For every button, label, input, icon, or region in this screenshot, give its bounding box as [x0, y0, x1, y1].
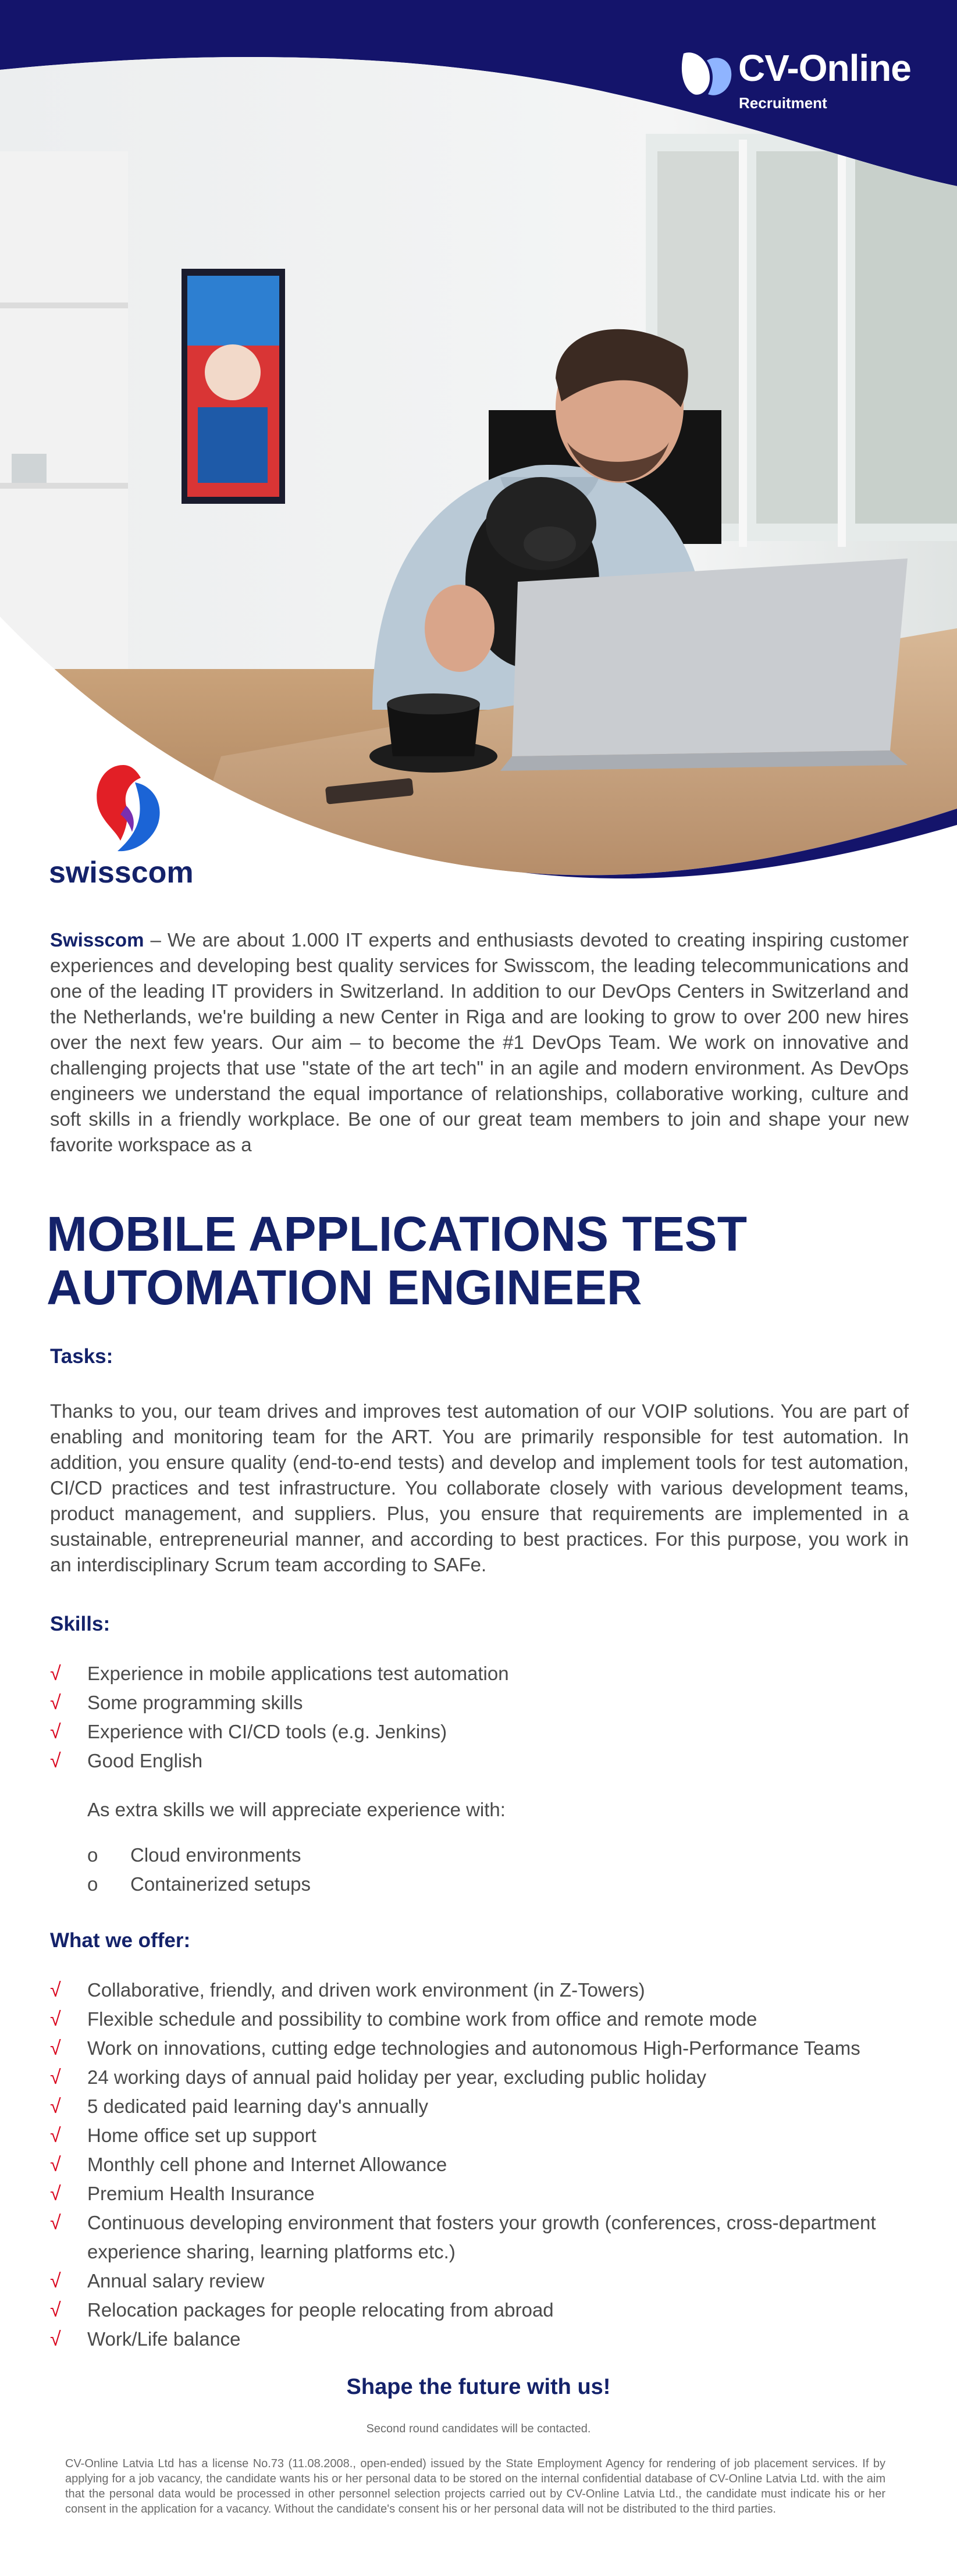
offer-heading: What we offer: — [50, 1929, 191, 1952]
list-item — [50, 2325, 923, 2354]
checkmark-icon: √ — [50, 2212, 61, 2234]
list-item — [50, 2034, 923, 2063]
checkmark-icon: √ — [50, 1663, 61, 1685]
intro-company-name: Swisscom — [50, 929, 144, 951]
extra-skills-list — [87, 1841, 311, 1899]
skills-heading: Skills: — [50, 1613, 111, 1635]
checkmark-icon: √ — [50, 2066, 61, 2088]
list-item — [50, 2121, 923, 2150]
bullet-icon: o — [87, 1844, 98, 1866]
list-item-text: Flexible schedule and possibility to combine work from office and remote mode — [87, 2008, 757, 2030]
list-item-text: Some programming skills — [87, 1692, 303, 1713]
checkmark-icon: √ — [50, 1692, 61, 1714]
list-item — [50, 2005, 923, 2034]
checkmark-icon: √ — [50, 2095, 61, 2118]
list-item-text: Containerized setups — [130, 1873, 311, 1895]
brand-name: CV-Online — [738, 47, 911, 89]
swisscom-mark-icon — [71, 759, 187, 858]
checkmark-icon: √ — [50, 1721, 61, 1743]
list-item — [50, 2092, 923, 2121]
checkmark-icon: √ — [50, 2299, 61, 2321]
list-item — [87, 1841, 311, 1870]
job-title: MOBILE APPLICATIONS TEST AUTOMATION ENGINEER — [47, 1207, 748, 1315]
swisscom-logo — [48, 759, 199, 899]
checkmark-icon: √ — [50, 2270, 61, 2292]
list-item — [50, 2296, 923, 2325]
list-item-text: Cloud environments — [130, 1844, 301, 1866]
offer-list — [50, 1976, 923, 2354]
cta-text: Shape the future with us! — [346, 2375, 611, 2399]
checkmark-icon: √ — [50, 2154, 61, 2176]
list-item — [50, 2150, 923, 2179]
list-item-text: Relocation packages for people relocating from abroad — [87, 2299, 554, 2321]
list-item — [50, 2208, 923, 2267]
list-item — [50, 1976, 923, 2005]
swisscom-wordmark: swisscom — [49, 856, 194, 889]
list-item — [87, 1870, 311, 1899]
skills-list — [50, 1659, 923, 1776]
list-item-text: 5 dedicated paid learning day's annually — [87, 2095, 429, 2117]
tasks-heading: Tasks: — [50, 1345, 113, 1368]
list-item — [50, 2179, 923, 2208]
tasks-paragraph: Thanks to you, our team drives and improves test automation of our VOIP solutions. You are part of enabling and monitoring team for the ART. You are primarily responsible for test automation. In addition, you ensure quality (end-to-end tests) and develop and implement tools for test automation, CI/CD practices and test infrastructure. You collaborate closely with various development teams, product management, and suppliers. Plus, you ensure that requirements are implemented in a sustainable, entrepreneurial manner, and according to best practices. For this purpose, you work in an interdisciplinary Scrum team according to SAFe. — [50, 1400, 909, 1575]
list-item-text: Premium Health Insurance — [87, 2183, 315, 2204]
list-item-text: Annual salary review — [87, 2270, 265, 2292]
list-item-text: 24 working days of annual paid holiday per year, excluding public holiday — [87, 2066, 707, 2088]
checkmark-icon: √ — [50, 1750, 61, 1772]
bullet-icon: o — [87, 1873, 98, 1895]
intro-text: – We are about 1.000 IT experts and enthusiasts devoted to creating inspiring customer experiences and developing best quality services for Swisscom, the leading telecommunications and one of the leading IT providers in Switzerland. In addition to our DevOps Centers in Switzerland and the Netherlands, we're building a new Center in Riga and are looking to grow to over 200 new hires over the next few years. Our aim – to become the #1 DevOps Team. We work on innovative and challenging projects that use "state of the art tech" in an agile and modern environment. As DevOps engineers we understand the equal importance of relationships, collaborative working, culture and soft skills in a friendly workplace. Be one of our great team members to join and shape your new favorite workspace as a — [50, 929, 909, 1155]
cv-online-mark-icon — [678, 43, 736, 101]
checkmark-icon: √ — [50, 2037, 61, 2059]
checkmark-icon: √ — [50, 2328, 61, 2350]
list-item — [50, 2267, 923, 2296]
list-item-text: Work/Life balance — [87, 2328, 241, 2350]
list-item — [50, 1688, 923, 1717]
checkmark-icon: √ — [50, 2183, 61, 2205]
brand-subtitle: Recruitment — [739, 94, 827, 112]
list-item — [50, 1746, 923, 1776]
checkmark-icon: √ — [50, 2125, 61, 2147]
list-item-text: Collaborative, friendly, and driven work environment (in Z-Towers) — [87, 1979, 645, 2001]
cv-online-logo — [678, 41, 922, 122]
list-item-text: Monthly cell phone and Internet Allowance — [87, 2154, 447, 2175]
list-item — [50, 1659, 923, 1688]
contact-note: Second round candidates will be contacted. — [366, 2422, 591, 2435]
checkmark-icon: √ — [50, 1979, 61, 2001]
list-item — [50, 1717, 923, 1746]
list-item-text: Good English — [87, 1750, 203, 1771]
extra-skills-intro: As extra skills we will appreciate experience with: — [87, 1799, 506, 1820]
list-item-text: Continuous developing environment that fosters your growth (conferences, cross-department experience sharing, learning platforms etc.) — [87, 2212, 876, 2262]
list-item-text: Experience in mobile applications test automation — [87, 1663, 509, 1684]
list-item-text: Home office set up support — [87, 2125, 316, 2146]
list-item-text: Work on innovations, cutting edge technologies and autonomous High-Performance Teams — [87, 2037, 860, 2059]
intro-paragraph — [50, 927, 909, 1158]
list-item-text: Experience with CI/CD tools (e.g. Jenkins) — [87, 1721, 447, 1742]
legal-disclaimer: CV-Online Latvia Ltd has a license No.73 (11.08.2008., open-ended) issued by the State Employment Agency for rendering of job placement services. If by applying for a job vacancy, the candidate wants his or her personal data to be stored on the internal confidential database of CV-Online Latvia Ltd. with the aim that the personal data would be processed in other personnel selection projects carried out by CV-Online Latvia Ltd., the candidate must indicate his or her consent in the application for a vacancy. Without the candidate's consent his or her personal data will not be distributed to the third parties. — [65, 2457, 885, 2515]
list-item — [50, 2063, 923, 2092]
checkmark-icon: √ — [50, 2008, 61, 2030]
